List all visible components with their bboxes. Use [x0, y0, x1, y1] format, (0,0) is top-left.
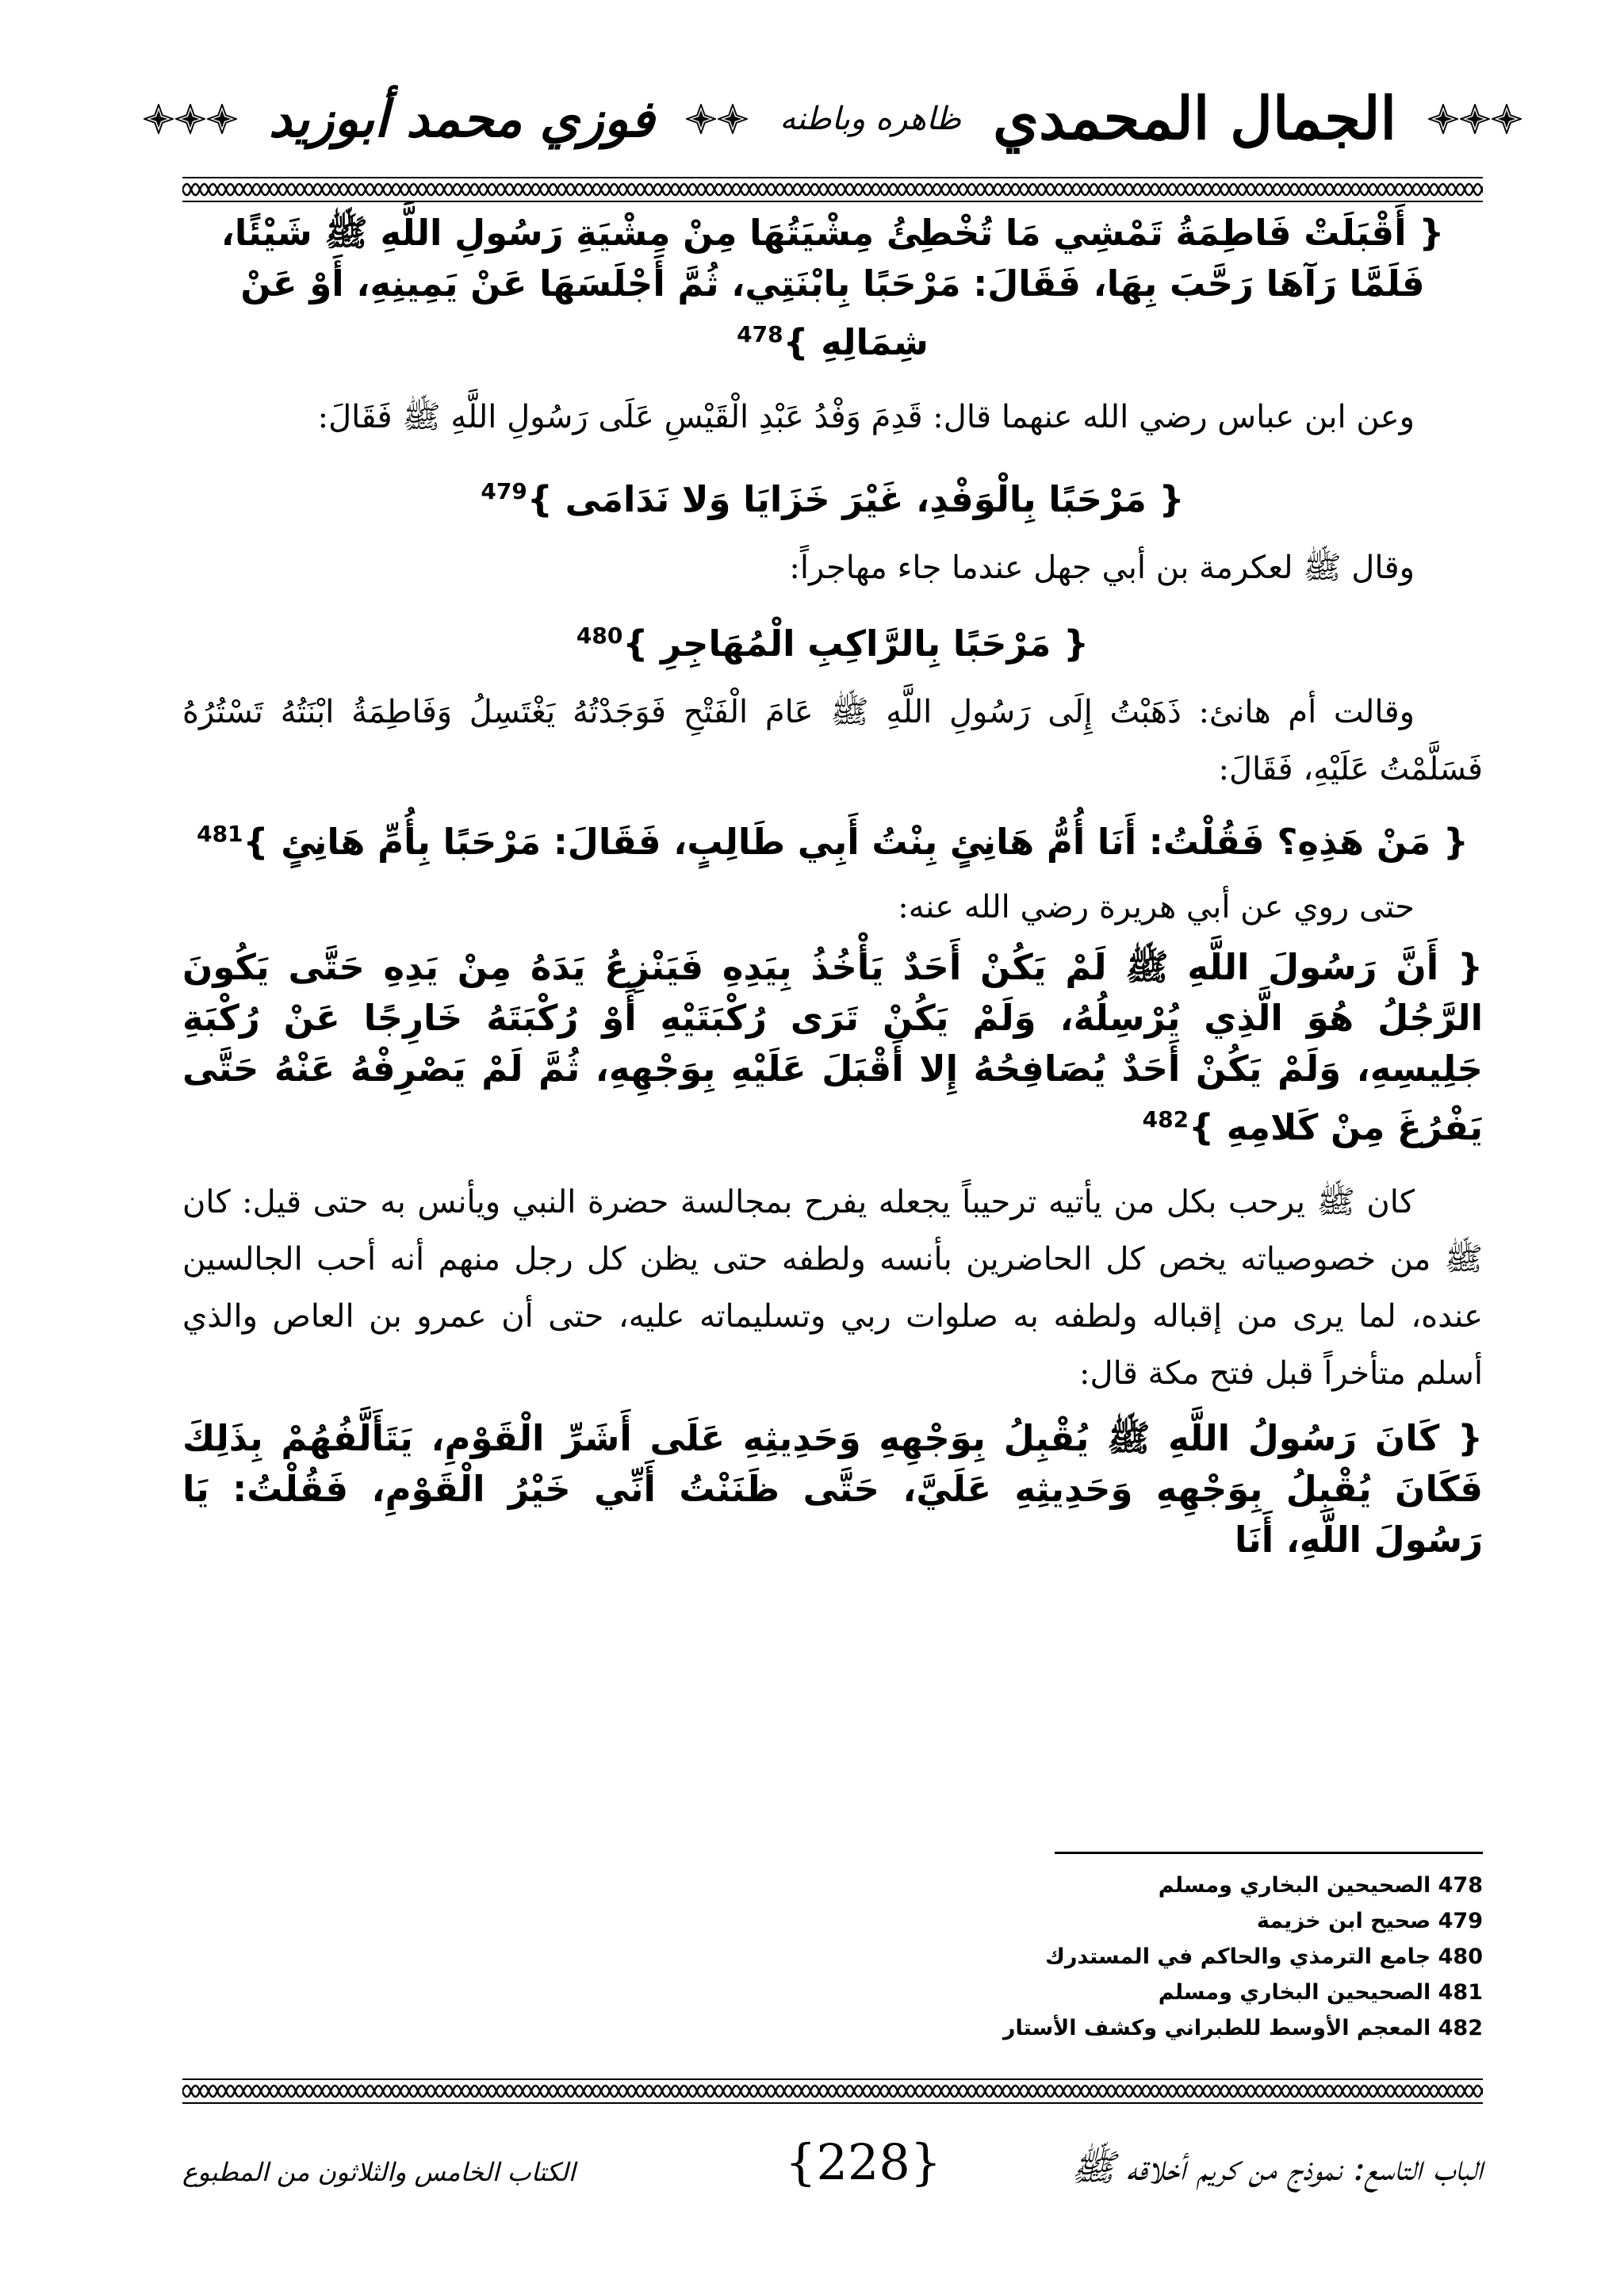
book-author: فوزي محمد أبوزيد	[268, 89, 655, 149]
hadith-text: { مَنْ هَذِهِ؟ فَقُلْتُ: أَنَا أُمُّ هَانِئٍ بِنْتُ أَبِي طَالِبٍ، فَقَالَ: مَرْحَبًا بِأُمِّ هَانِئٍ }	[243, 821, 1469, 863]
footnote-separator	[1055, 1852, 1483, 1854]
hadith-text: { أَقْبَلَتْ فَاطِمَةُ تَمْشِي مَا تُخْطِئُ مِشْيَتُهَا مِنْ مِشْيَةِ رَسُولِ اللَّهِ ﷺ شَيْئًا، فَلَمَّا رَآهَا رَحَّبَ بِهَا، فَقَالَ: مَرْحَبًا بِابْنَتِي، ثُمَّ أَجْلَسَهَا عَنْ يَمِينِهِ، أَوْ عَنْ شِمَالِهِ }	[220, 212, 1445, 363]
hadith-block	[182, 208, 1483, 368]
ornament-group-right	[1428, 104, 1522, 134]
star-ornament-icon	[175, 104, 205, 134]
hadith-text: { أَنَّ رَسُولَ اللَّهِ ﷺ لَمْ يَكُنْ أَحَدٌ يَأْخُذُ بِيَدِهِ فَيَنْزِعُ يَدَهُ مِنْ يَدِهِ حَتَّى يَكُونَ الرَّجُلُ هُوَ الَّذِي يُرْسِلُهُ، وَلَمْ يَكُنْ تَرَى رُكْبَتَيْهِ أَوْ رُكْبَتَهُ خَارِجًا عَنْ رُكْبَةِ جَلِيسِهِ، وَلَمْ يَكُنْ أَحَدٌ يُصَافِحُهُ إِلا أَقْبَلَ عَلَيْهِ بِوَجْهِهِ، ثُمَّ لَمْ يَصْرِفْهُ عَنْهُ حَتَّى يَفْرُغَ مِنْ كَلامِهِ }	[182, 946, 1483, 1148]
star-ornament-icon	[207, 104, 237, 134]
footnote-ref: 480	[576, 623, 623, 649]
paragraph: وعن ابن عباس رضي الله عنهما قال: قَدِمَ وَفْدُ عَبْدِ الْقَيْسِ عَلَى رَسُولِ اللَّهِ ﷺ فَقَالَ:	[317, 399, 1415, 435]
page-header	[198, 59, 1467, 178]
footnote: 478 الصحيحين البخاري ومسلم	[1158, 1873, 1483, 1898]
ornamental-border-top	[182, 176, 1483, 203]
footnote: 481 الصحيحين البخاري ومسلم	[1158, 1980, 1483, 2005]
ornament-group-left	[144, 104, 237, 134]
hadith-text: { مَرْحَبًا بِالرَّاكِبِ الْمُهَاجِرِ }	[622, 623, 1090, 665]
hadith-text: { مَرْحَبًا بِالْوَفْدِ، غَيْرَ خَزَايَا وَلا نَدَامَى }	[527, 478, 1185, 520]
paragraph: كان ﷺ يرحب بكل من يأتيه ترحيباً يجعله يفرح بمجالسة حضرة النبي ويأنس به حتى قيل: كان ﷺ من خصوصياته يخص كل الحاضرين بأنسه ولطفه حتى يظن كل رجل منهم أنه أحب الجالسين عنده، لما يرى من إقباله ولطفه به صلوات ربي وتسليماته عليه، حتى أن عمرو بن العاص والذي أسلم متأخراً قبل فتح مكة قال:	[182, 1184, 1483, 1392]
hadith-block	[182, 611, 1483, 669]
page-number: {228}	[785, 2133, 942, 2191]
star-ornament-icon	[1428, 104, 1458, 134]
footnote: 480 جامع الترمذي والحاكم في المستدرك	[1045, 1944, 1483, 1969]
page-footer	[182, 2117, 1483, 2228]
star-ornament-icon	[718, 104, 748, 134]
hadith-block	[182, 466, 1483, 525]
star-ornament-icon	[686, 104, 716, 134]
star-ornament-icon	[1492, 104, 1522, 134]
star-ornament-icon	[1460, 104, 1490, 134]
hadith-block	[182, 1413, 1483, 1565]
section-label: الكتاب الخامس والثلاثون من المطبوع	[182, 2157, 576, 2187]
footnote-ref: 482	[1142, 1106, 1189, 1132]
footnote-ref: 478	[737, 321, 783, 347]
book-title: الجمال المحمدي	[993, 85, 1397, 153]
star-ornament-icon	[144, 104, 174, 134]
book-subtitle: ظاهره وباطنه	[779, 101, 962, 137]
paragraph: وقال ﷺ لعكرمة بن أبي جهل عندما جاء مهاجراً:	[789, 550, 1415, 586]
ornament-group-center	[686, 104, 748, 134]
hadith-block	[182, 809, 1483, 868]
paragraph: وقالت أم هانئ: ذَهَبْتُ إِلَى رَسُولِ اللَّهِ ﷺ عَامَ الْفَتْحِ فَوَجَدْتُهُ يَغْتَسِلُ وَفَاطِمَةُ ابْنَتُهُ تَسْتُرُهُ فَسَلَّمْتُ عَلَيْهِ، فَقَالَ:	[182, 694, 1483, 787]
paragraph: حتى روي عن أبي هريرة رضي الله عنه:	[898, 889, 1415, 925]
footnote-ref: 479	[481, 478, 527, 504]
footnote-ref: 481	[197, 821, 243, 847]
footnote: 482 المعجم الأوسط للطبراني وكشف الأستار	[1002, 2016, 1483, 2040]
main-text	[182, 208, 1483, 1565]
ornamental-border-bottom	[182, 2078, 1483, 2105]
footnote: 479 صحيح ابن خزيمة	[1256, 1909, 1483, 1933]
hadith-text: { كَانَ رَسُولُ اللَّهِ ﷺ يُقْبِلُ بِوَجْهِهِ وَحَدِيثِهِ عَلَى أَشَرِّ الْقَوْمِ، يَتَأَلَّفُهُمْ بِذَلِكَ فَكَانَ يُقْبِلُ بِوَجْهِهِ وَحَدِيثِهِ عَلَيَّ، حَتَّى ظَنَنْتُ أَنِّي خَيْرُ الْقَوْمِ، فَقُلْتُ: يَا رَسُولَ اللَّهِ، أَنَا	[182, 1417, 1483, 1561]
chapter-title: الباب التاسع: نموذج من كريم أخلاقه ﷺ	[1071, 2146, 1483, 2189]
hadith-block	[182, 942, 1483, 1153]
footnotes	[872, 1868, 1483, 2046]
